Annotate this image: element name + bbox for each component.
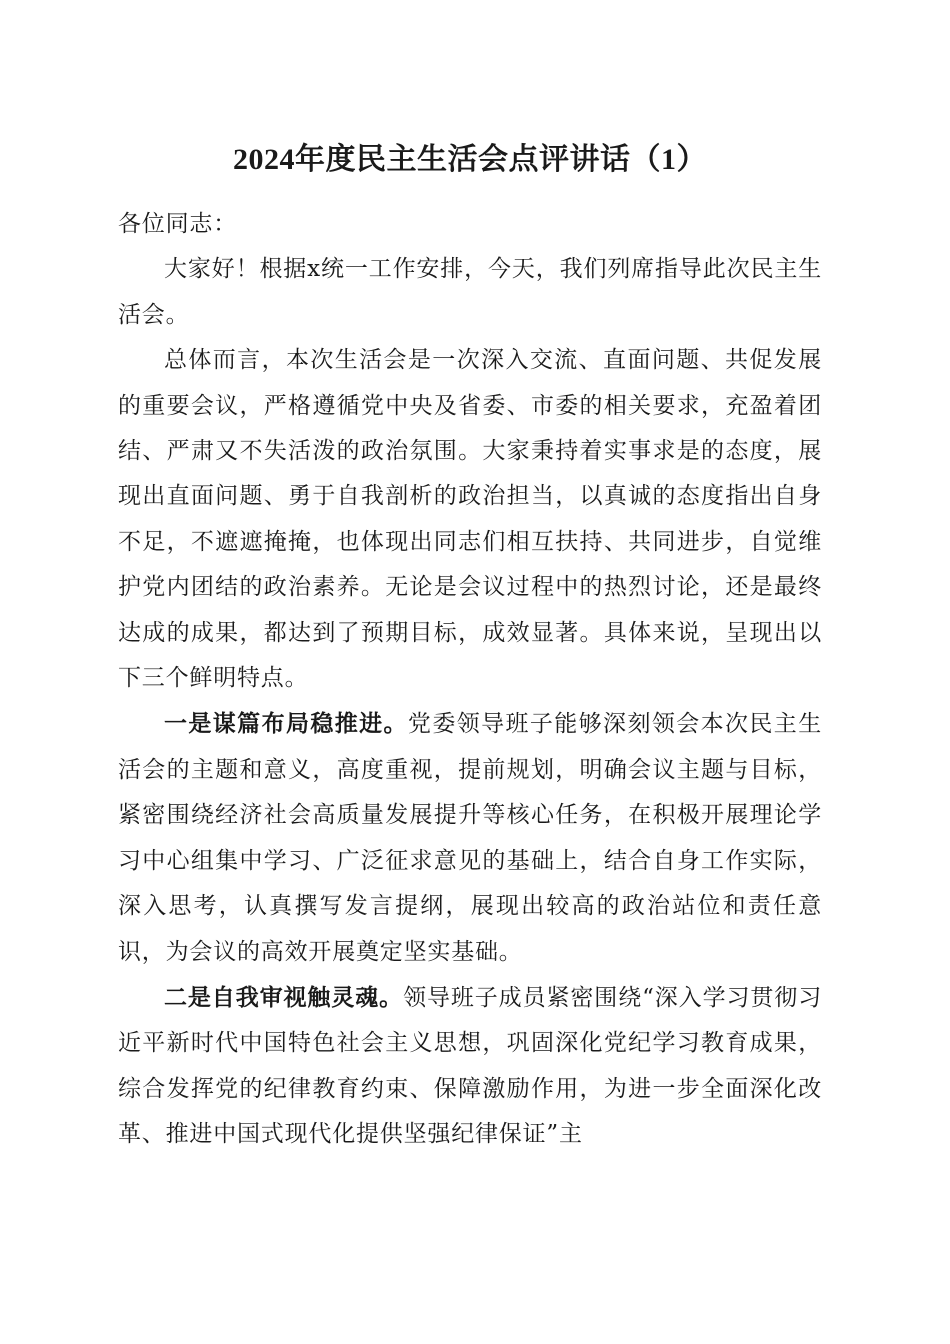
paragraph-point-two — [118, 975, 822, 1158]
paragraph-text: 总体而言，本次生活会是一次深入交流、直面问题、共促发展的重要会议，严格遵循党中央及省委、市委的相关要求，充盈着团结、严肃又不失活泼的政治氛围。大家秉持着实事求是的态度，展现出直面问题、勇于自我剖析的政治担当，以真诚的态度指出自身不足，不遮遮掩掩，也体现出同志们相互扶持、共同进步，自觉维护党内团结的政治素养。无论是会议过程中的热烈讨论，还是最终达成的成果，都达到了预期目标，成效显著。具体来说，呈现出以下三个鲜明特点。 — [118, 347, 822, 692]
paragraph-text: 大家好！根据x统一工作安排，今天，我们列席指导此次民主生活会。 — [118, 256, 822, 328]
document-body — [118, 202, 822, 1158]
paragraph-lead: 一是谋篇布局稳推进。 — [164, 710, 408, 738]
paragraph-text: 党委领导班子能够深刻领会本次民主生活会的主题和意义，高度重视，提前规划，明确会议主题与目标，紧密围绕经济社会高质量发展提升等核心任务，在积极开展理论学习中心组集中学习、广泛征求意见的基础上，结合自身工作实际，深入思考，认真撰写发言提纲，展现出较高的政治站位和责任意识，为会议的高效开展奠定坚实基础。 — [118, 711, 822, 965]
document-title: 2024年度民主生活会点评讲话（1） — [233, 143, 707, 176]
paragraph-greeting — [118, 247, 822, 338]
paragraph-lead: 二是自我审视触灵魂。 — [164, 983, 404, 1011]
paragraph-overview — [118, 338, 822, 701]
paragraph-text: 领导班子成员紧密围绕“深入学习贯彻习近平新时代中国特色社会主义思想，巩固深化党纪学习教育成果，综合发挥党的纪律教育约束、保障激励作用，为进一步全面深化改革、推进中国式现代化提供坚强纪律保证”主 — [118, 984, 823, 1148]
paragraph-point-one — [118, 701, 822, 974]
salutation: 各位同志： — [118, 211, 237, 237]
